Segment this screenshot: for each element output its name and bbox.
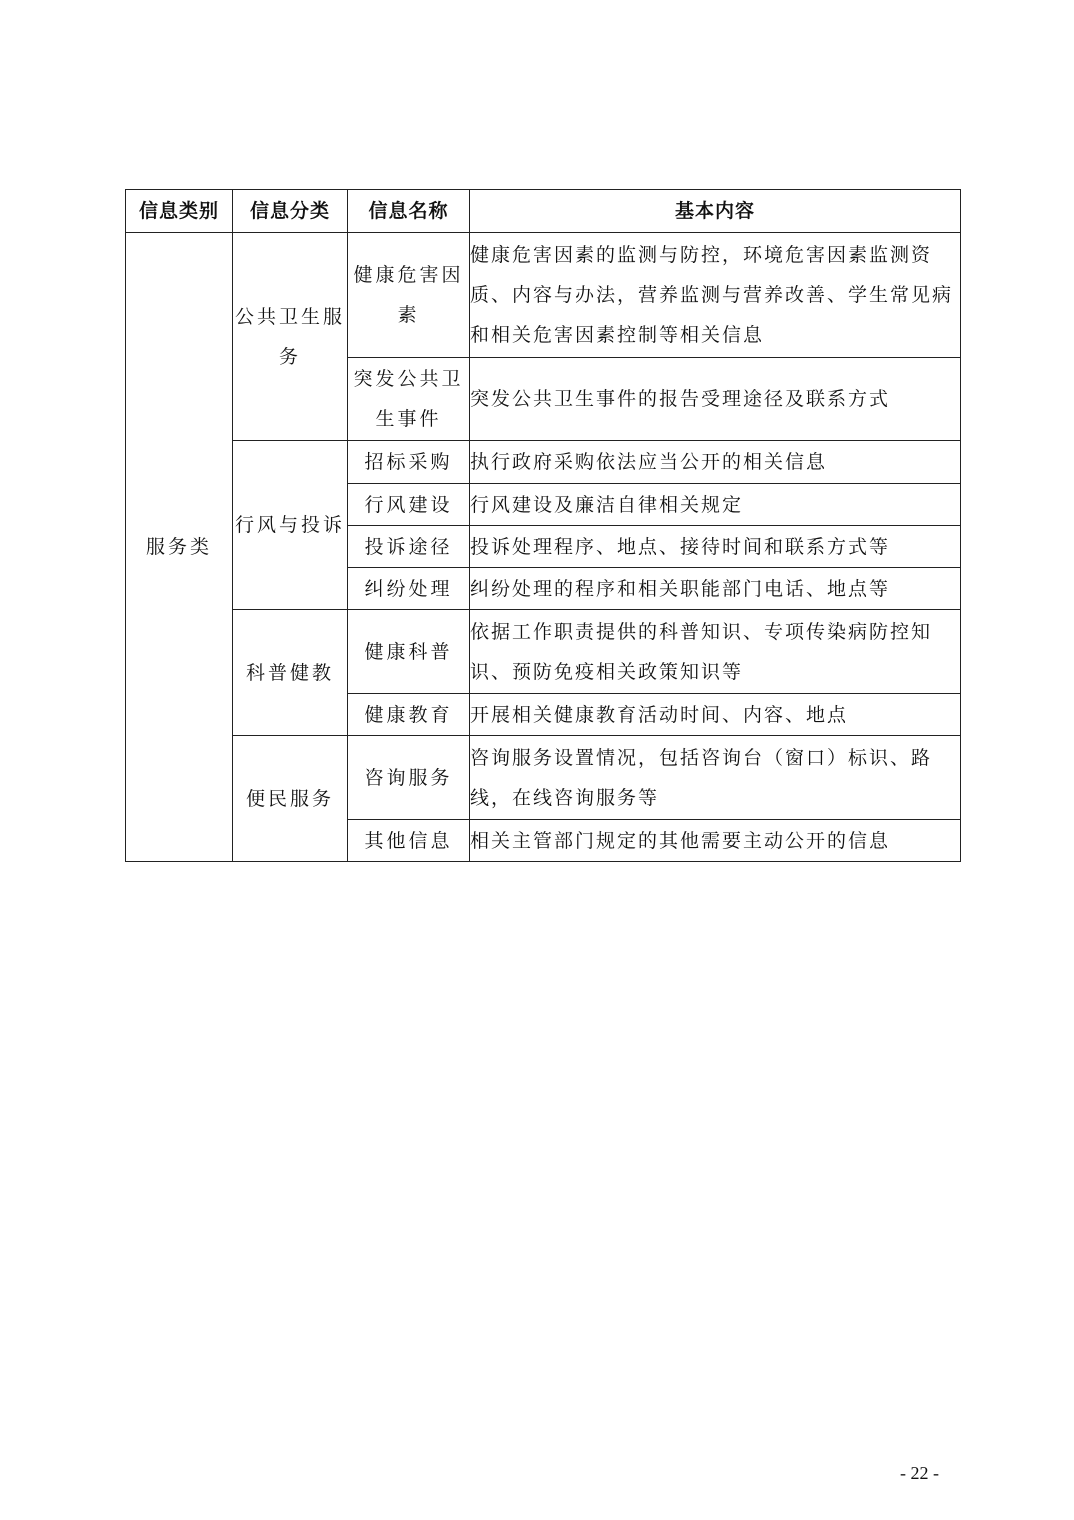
name-cell: 健康危害因素 bbox=[348, 233, 470, 358]
table-row bbox=[126, 441, 961, 484]
content-cell: 健康危害因素的监测与防控，环境危害因素监测资质、内容与办法，营养监测与营养改善、学生常见病和相关危害因素控制等相关信息 bbox=[470, 233, 961, 358]
page-number: - 22 - bbox=[900, 1463, 939, 1483]
content-cell: 执行政府采购依法应当公开的相关信息 bbox=[470, 441, 961, 484]
content-cell: 行风建设及廉洁自律相关规定 bbox=[470, 484, 961, 526]
table-row bbox=[126, 610, 961, 694]
subcategory-cell: 公共卫生服务 bbox=[233, 233, 348, 441]
subcategory-cell: 科普健教 bbox=[233, 610, 348, 736]
info-table bbox=[125, 189, 961, 862]
content-cell: 咨询服务设置情况，包括咨询台（窗口）标识、路线，在线咨询服务等 bbox=[470, 736, 961, 820]
name-cell: 健康科普 bbox=[348, 610, 470, 694]
content-cell: 纠纷处理的程序和相关职能部门电话、地点等 bbox=[470, 568, 961, 610]
header-content: 基本内容 bbox=[470, 190, 961, 233]
name-cell: 纠纷处理 bbox=[348, 568, 470, 610]
subcategory-cell: 行风与投诉 bbox=[233, 441, 348, 610]
content-cell: 相关主管部门规定的其他需要主动公开的信息 bbox=[470, 820, 961, 862]
name-cell: 投诉途径 bbox=[348, 526, 470, 568]
subcategory-cell: 便民服务 bbox=[233, 736, 348, 862]
category-cell: 服务类 bbox=[126, 233, 233, 862]
content-cell: 投诉处理程序、地点、接待时间和联系方式等 bbox=[470, 526, 961, 568]
name-cell: 其他信息 bbox=[348, 820, 470, 862]
table-row bbox=[126, 233, 961, 358]
content-cell: 依据工作职责提供的科普知识、专项传染病防控知识、预防免疫相关政策知识等 bbox=[470, 610, 961, 694]
name-cell: 突发公共卫生事件 bbox=[348, 358, 470, 441]
header-category: 信息类别 bbox=[126, 190, 233, 233]
name-cell: 行风建设 bbox=[348, 484, 470, 526]
name-cell: 咨询服务 bbox=[348, 736, 470, 820]
table-row bbox=[126, 736, 961, 820]
name-cell: 健康教育 bbox=[348, 694, 470, 736]
name-cell: 招标采购 bbox=[348, 441, 470, 484]
header-name: 信息名称 bbox=[348, 190, 470, 233]
header-subcategory: 信息分类 bbox=[233, 190, 348, 233]
content-cell: 开展相关健康教育活动时间、内容、地点 bbox=[470, 694, 961, 736]
table-header-row bbox=[126, 190, 961, 233]
content-cell: 突发公共卫生事件的报告受理途径及联系方式 bbox=[470, 358, 961, 441]
